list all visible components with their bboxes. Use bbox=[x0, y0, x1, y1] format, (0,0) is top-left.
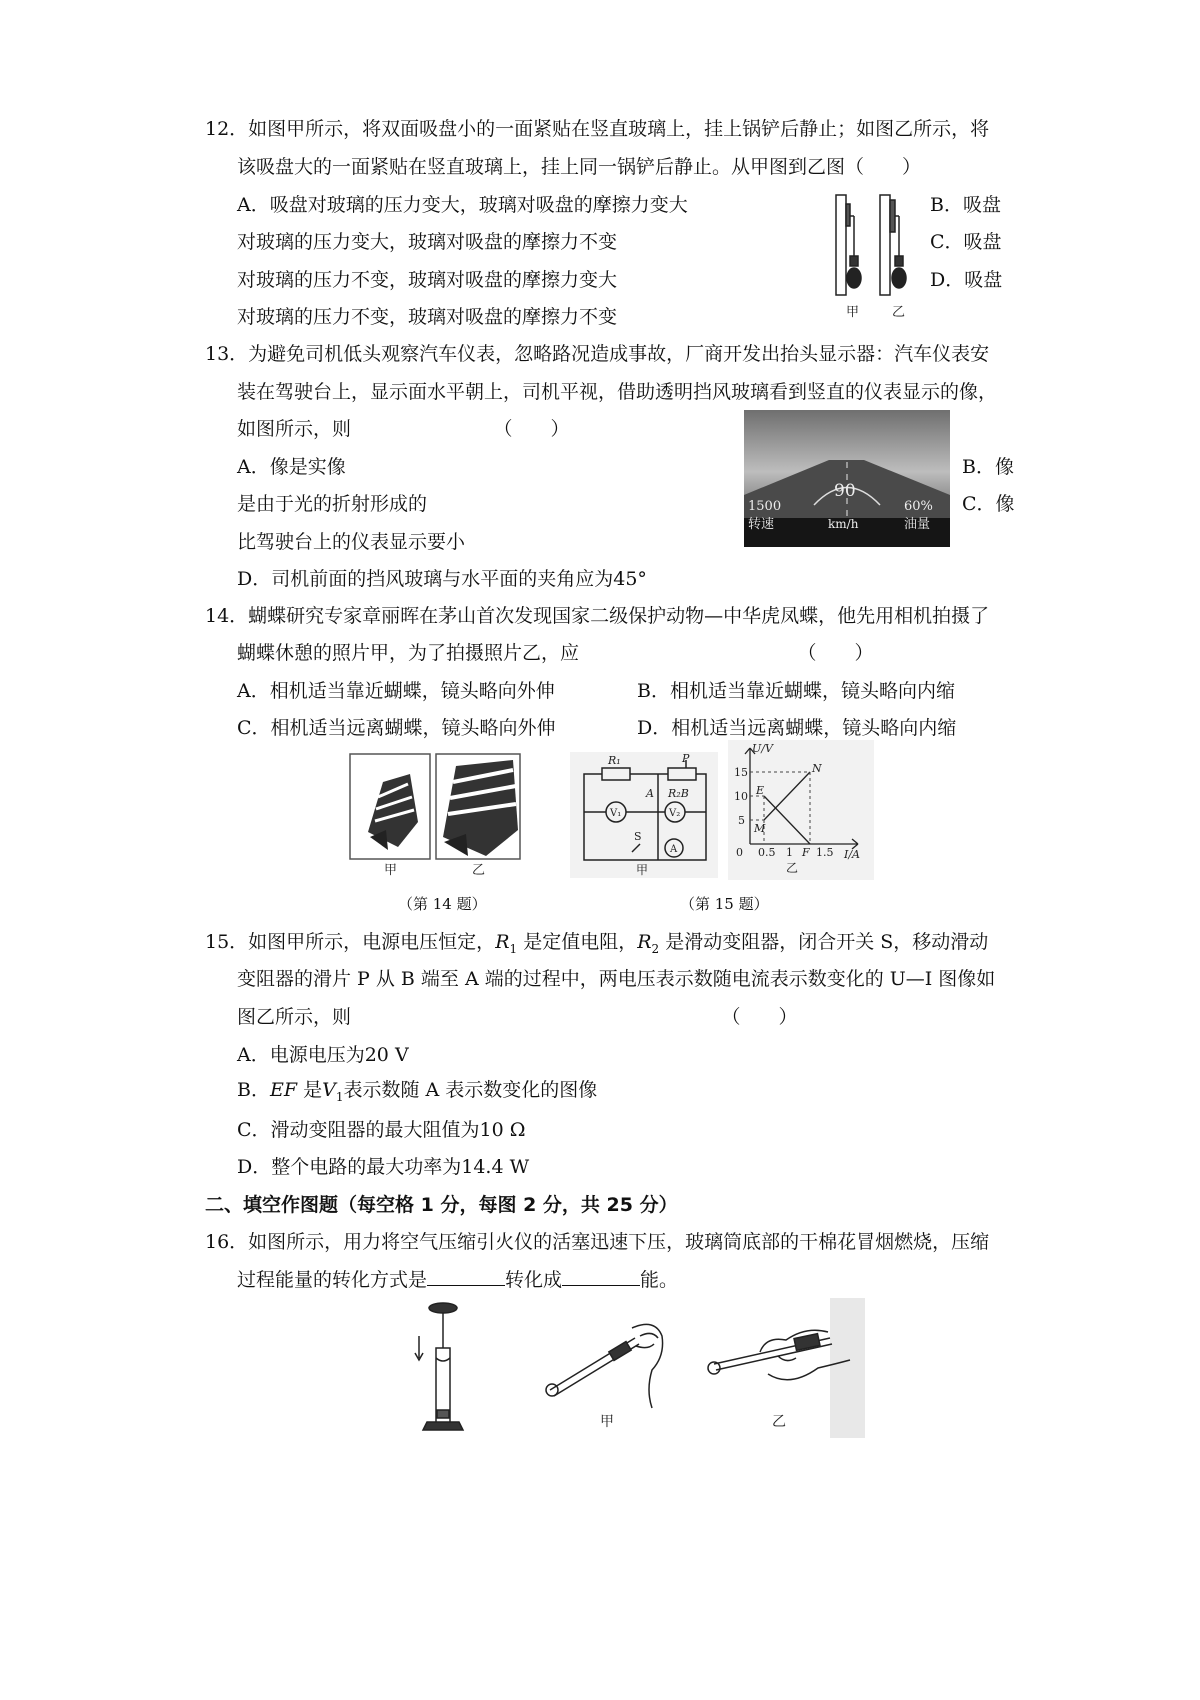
q15-option-a: A．电源电压为20 V bbox=[237, 1044, 409, 1066]
svg-text:U/V: U/V bbox=[752, 742, 773, 755]
svg-text:乙: 乙 bbox=[786, 861, 799, 875]
q15-ui-graph bbox=[728, 740, 874, 880]
svg-text:A: A bbox=[670, 844, 678, 855]
svg-text:5: 5 bbox=[738, 814, 745, 827]
q15-line1: 15．如图甲所示，电源电压恒定，$R_1$ 是定值电阻，$R_2$ 是滑动变阻器，闭合开关 S，移动滑动 bbox=[205, 931, 989, 956]
svg-text:S: S bbox=[634, 830, 642, 843]
svg-text:N: N bbox=[812, 762, 822, 775]
svg-text:1.5: 1.5 bbox=[816, 846, 834, 859]
q13-option-c-head: C．像 bbox=[962, 493, 1015, 515]
hud-fuel-label: 油量 bbox=[904, 517, 931, 532]
q14-option-c: C．相机适当远离蝴蝶，镜头略向外伸 bbox=[237, 717, 556, 739]
q14-line2: 蝴蝶休憩的照片甲，为了拍摄照片乙，应 （ ） bbox=[237, 642, 874, 664]
q12-option-d-head: D．吸盘 bbox=[930, 269, 1003, 291]
q14-fig-label-jia: 甲 bbox=[384, 863, 398, 878]
svg-text:10: 10 bbox=[734, 790, 748, 803]
q13-option-b-tail: 是由于光的折射形成的 bbox=[237, 493, 428, 515]
q13-option-a: A．像是实像 bbox=[237, 456, 346, 478]
section2-title: 二、填空作图题（每空格 1 分，每图 2 分，共 25 分） bbox=[205, 1194, 678, 1216]
hud-rpm: 1500 bbox=[748, 499, 782, 514]
svg-text:M: M bbox=[754, 822, 766, 835]
q15-circuit-diagram bbox=[570, 752, 718, 878]
q15-option-b: B．EF 是$V_1$表示数随 A 表示数变化的图像 bbox=[237, 1079, 598, 1104]
hud-fuel: 60% bbox=[904, 499, 933, 514]
q14-butterfly-photos bbox=[348, 752, 524, 878]
svg-text:A: A bbox=[646, 787, 654, 800]
q13-line1: 13．为避免司机低头观察汽车仪表，忽略路况造成事故，厂商开发出抬头显示器：汽车仪表安 bbox=[205, 343, 990, 365]
q16-line1: 16．如图所示，用力将空气压缩引火仪的活塞迅速下压，玻璃筒底部的干棉花冒烟燃烧，压缩 bbox=[205, 1231, 990, 1253]
q16-line2: 过程能量的转化方式是 转化成 能。 bbox=[237, 1269, 679, 1291]
svg-text:V₁: V₁ bbox=[610, 808, 622, 819]
q16-hand-yi-figure bbox=[700, 1298, 865, 1438]
q12-line1: 12．如图甲所示，将双面吸盘小的一面紧贴在竖直玻璃上，挂上锅铲后静止；如图乙所示，将 bbox=[205, 118, 990, 140]
svg-text:F: F bbox=[802, 846, 810, 859]
svg-text:0: 0 bbox=[736, 846, 743, 859]
q12-fig-label-jia: 甲 bbox=[846, 305, 860, 320]
q13-hud-photo bbox=[744, 410, 950, 547]
q14-option-d: D．相机适当远离蝴蝶，镜头略向内缩 bbox=[637, 717, 957, 739]
q13-line2: 装在驾驶台上，显示面水平朝上，司机平视，借助透明挡风玻璃看到竖直的仪表显示的像， bbox=[237, 381, 998, 403]
q14-line1: 14．蝴蝶研究专家章丽晖在茅山首次发现国家二级保护动物—中华虎凤蝶，他先用相机拍摄了 bbox=[205, 605, 990, 627]
q16-fig-label-yi: 乙 bbox=[772, 1414, 786, 1430]
svg-text:E: E bbox=[756, 784, 765, 797]
q12-option-b-tail: 对玻璃的压力变大，玻璃对吸盘的摩擦力不变 bbox=[237, 231, 618, 253]
q16-blank-2[interactable] bbox=[562, 1267, 640, 1286]
q13-option-c-tail: 比驾驶台上的仪表显示要小 bbox=[237, 531, 466, 553]
q16-fig-label-jia: 甲 bbox=[600, 1414, 614, 1430]
q16-hand-jia-figure bbox=[540, 1298, 690, 1438]
svg-text:甲: 甲 bbox=[636, 863, 649, 877]
q15-option-d: D．整个电路的最大功率为14.4 W bbox=[237, 1156, 530, 1178]
q14-caption: （第 14 题） bbox=[398, 895, 487, 913]
q14-fig-label-yi: 乙 bbox=[472, 863, 486, 878]
q12-option-c-head: C．吸盘 bbox=[930, 231, 1002, 253]
svg-text:1: 1 bbox=[786, 846, 793, 859]
q12-option-b-head: B．吸盘 bbox=[930, 194, 1001, 216]
q15-caption: （第 15 题） bbox=[680, 895, 769, 913]
q13-option-d: D．司机前面的挡风玻璃与水平面的夹角应为45° bbox=[237, 568, 647, 590]
q13-option-b-head: B．像 bbox=[962, 456, 1014, 478]
q15-option-c: C．滑动变阻器的最大阻值为10 Ω bbox=[237, 1119, 526, 1141]
svg-text:R₂B: R₂B bbox=[668, 787, 689, 800]
q12-line2: 该吸盘大的一面紧贴在竖直玻璃上，挂上同一锅铲后静止。从甲图到乙图（ ） bbox=[237, 156, 922, 178]
hud-speed-unit: km/h bbox=[828, 517, 859, 531]
q16-blank-1[interactable] bbox=[427, 1267, 505, 1286]
hud-rpm-label: 转速 bbox=[748, 517, 775, 532]
q16-fire-piston-figure bbox=[405, 1298, 475, 1438]
svg-text:V₂: V₂ bbox=[669, 808, 681, 819]
svg-text:P: P bbox=[682, 752, 690, 765]
q14-option-b: B．相机适当靠近蝴蝶，镜头略向内缩 bbox=[637, 680, 955, 702]
svg-text:15: 15 bbox=[734, 766, 748, 779]
q15-line3: 图乙所示，则 （ ） bbox=[237, 1006, 798, 1028]
q12-option-a: A．吸盘对玻璃的压力变大，玻璃对吸盘的摩擦力变大 bbox=[237, 194, 688, 216]
q12-suction-cup-figure bbox=[828, 190, 923, 320]
svg-text:I/A: I/A bbox=[844, 848, 860, 861]
svg-text:0.5: 0.5 bbox=[758, 846, 776, 859]
svg-text:R₁: R₁ bbox=[608, 754, 621, 767]
q14-option-a: A．相机适当靠近蝴蝶，镜头略向外伸 bbox=[237, 680, 555, 702]
q15-line2: 变阻器的滑片 P 从 B 端至 A 端的过程中，两电压表示数随电流表示数变化的 U—I 图像如 bbox=[237, 968, 996, 990]
hud-speed: 90 bbox=[834, 481, 856, 501]
q12-fig-label-yi: 乙 bbox=[892, 305, 906, 320]
q12-option-d-tail: 对玻璃的压力不变，玻璃对吸盘的摩擦力不变 bbox=[237, 306, 618, 328]
q12-option-c-tail: 对玻璃的压力不变，玻璃对吸盘的摩擦力变大 bbox=[237, 269, 618, 291]
q13-line3: 如图所示，则 （ ） bbox=[237, 418, 570, 440]
